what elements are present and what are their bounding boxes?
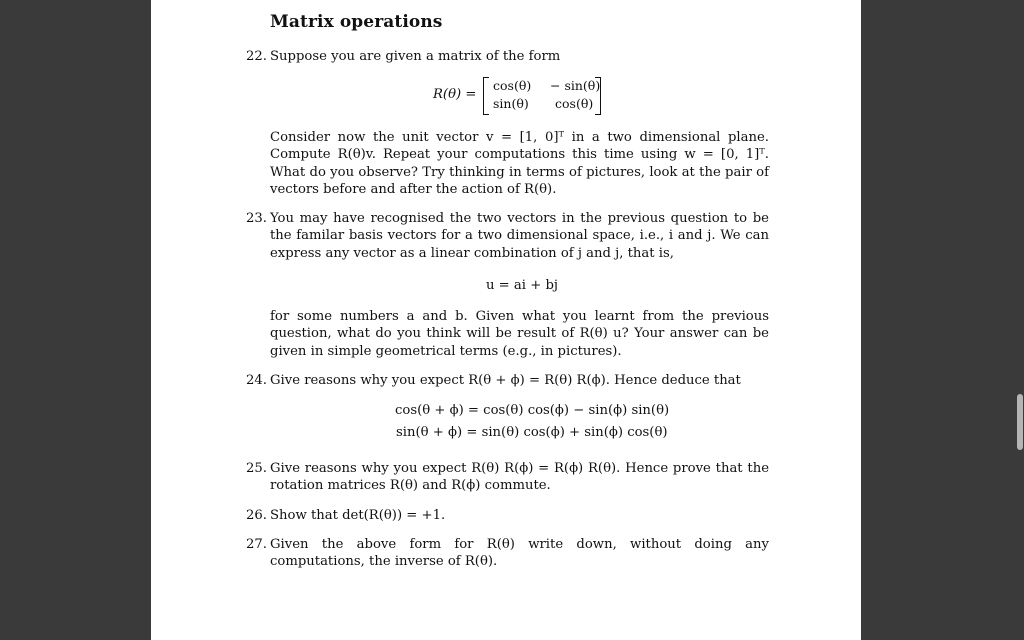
question-25	[246, 460, 769, 495]
scrollbar-thumb[interactable]	[1017, 394, 1023, 450]
question-text: Show that det(R(θ)) = +1.	[270, 508, 446, 523]
question-number: 25.	[246, 461, 267, 476]
question-number: 27.	[246, 537, 267, 552]
equation-u: u = ai + bj	[486, 278, 558, 293]
question-text: for some numbers a and b. Given what you learnt from the previous question, what do you think will be result of R(θ) u? Your answer can be given in simple geometrical terms (e.g., in pictures).	[270, 309, 769, 359]
question-24	[246, 372, 769, 389]
right-bracket	[595, 77, 601, 115]
question-number: 23.	[246, 211, 267, 226]
matrix-cell: sin(θ)	[493, 96, 529, 111]
question-text: You may have recognised the two vectors in the previous question to be the familar basis vectors for a two dimensional space, i.e., i and j. We can express any vector as a linear combination of j and j, that is,	[270, 211, 769, 261]
question-22	[246, 48, 769, 65]
matrix-cell: cos(θ)	[493, 78, 532, 93]
section-title: Matrix operations	[270, 12, 443, 32]
question-text: Give reasons why you expect R(θ) R(ϕ) = R(ϕ) R(θ). Hence prove that the rotation matrices R(θ) and R(ϕ) commute.	[270, 461, 769, 494]
question-26	[246, 507, 769, 524]
matrix-cell: − sin(θ)	[550, 78, 601, 93]
question-text: Give reasons why you expect R(θ + ϕ) = R(θ) R(ϕ). Hence deduce that	[270, 373, 741, 388]
identity-cos: cos(θ + ϕ) = cos(θ) cos(ϕ) − sin(ϕ) sin(θ)	[395, 403, 670, 418]
question-23-body	[246, 308, 769, 360]
question-number: 26.	[246, 508, 267, 523]
matrix-cell: cos(θ)	[555, 96, 594, 111]
question-text: Suppose you are given a matrix of the form	[270, 49, 561, 64]
question-text: Given the above form for R(θ) write down, without doing any computations, the inverse of R(θ).	[270, 537, 769, 570]
left-bracket	[483, 77, 489, 115]
question-number: 24.	[246, 373, 267, 388]
question-23	[246, 210, 769, 262]
question-text: Consider now the unit vector v = [1, 0]ᵀ in a two dimensional plane. Compute R(θ)v. Repeat your computations this time using w = [0, 1]ᵀ. What do you observe? Try thinking in terms of pictures, look at the pair of vectors before and after the action of R(θ).	[270, 130, 769, 197]
question-22-body	[246, 129, 769, 198]
document-page	[151, 0, 861, 640]
identity-sin: sin(θ + ϕ) = sin(θ) cos(ϕ) + sin(ϕ) cos(θ)	[396, 425, 668, 440]
question-27	[246, 536, 769, 571]
matrix-label: R(θ) =	[433, 87, 477, 102]
question-number: 22.	[246, 49, 267, 64]
